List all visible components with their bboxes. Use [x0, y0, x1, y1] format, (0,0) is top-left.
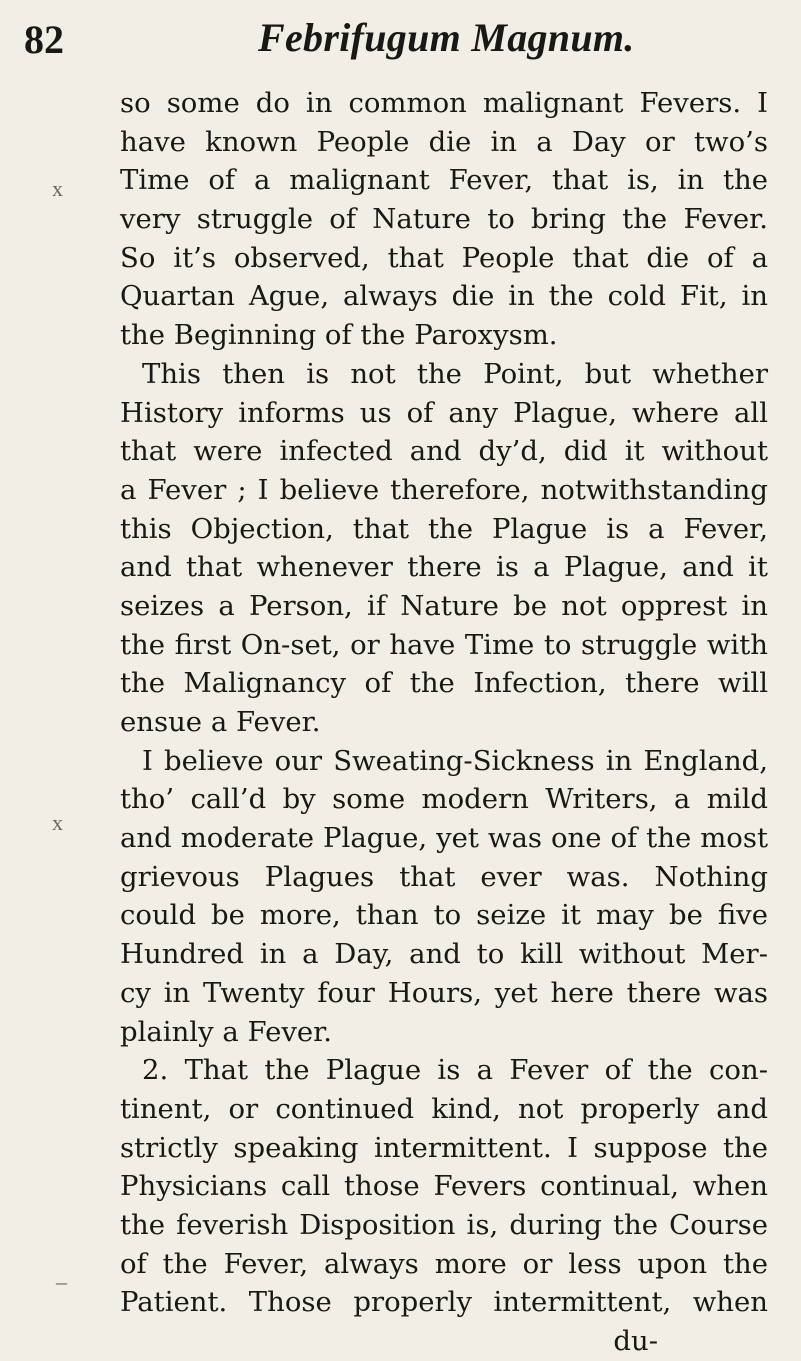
- text-line: cy in Twenty four Hours, yet here there was: [120, 976, 768, 1009]
- text-line: so some do in common malignant Fevers. I: [120, 87, 768, 119]
- text-line: tho’ call’d by some modern Writers, a mild: [120, 783, 768, 816]
- text-line: of the Fever, always more or less upon the: [120, 1247, 768, 1280]
- running-title: Febrifugum Magnum.: [258, 15, 635, 60]
- text-line: and that whenever there is a Plague, and it: [120, 551, 768, 584]
- text-line: So it’s observed, that People that die of a: [120, 241, 768, 274]
- text-line: This then is not the Point, but whether: [142, 357, 768, 390]
- text-line: History informs us of any Plague, where all: [120, 396, 768, 429]
- text-line: the Beginning of the Paroxysm.: [120, 319, 558, 352]
- text-line: grievous Plagues that ever was. Nothing: [120, 860, 768, 893]
- text-line: I believe our Sweating-Sickness in England,: [142, 744, 768, 777]
- text-line: Time of a malignant Fever, that is, in the: [120, 164, 768, 197]
- margin-mark: –: [56, 1269, 67, 1294]
- text-line: plainly a Fever.: [120, 1015, 333, 1048]
- text-line: Hundred in a Day, and to kill without Mer-: [120, 938, 768, 971]
- text-line: tinent, or continued kind, not properly and: [120, 1092, 768, 1125]
- text-line: very struggle of Nature to bring the Fever.: [120, 203, 768, 236]
- body-text: [120, 84, 768, 1361]
- text-line: and moderate Plague, yet was one of the most: [120, 822, 768, 855]
- text-line: a Fever ; I believe therefore, notwithstanding: [120, 473, 768, 506]
- text-line: strictly speaking intermittent. I suppose the: [120, 1131, 768, 1164]
- text-line: 2. That the Plague is a Fever of the con-: [142, 1054, 768, 1087]
- page-number: 82: [24, 17, 64, 62]
- text-line: Patient. Those properly intermittent, when: [120, 1286, 768, 1319]
- text-line: the first On-set, or have Time to struggle with: [120, 628, 768, 661]
- text-line: Quartan Ague, always die in the cold Fit, in: [120, 280, 768, 313]
- margin-mark: x: [52, 176, 63, 201]
- text-line: the Malignancy of the Infection, there will: [120, 667, 768, 700]
- catchword: du-: [613, 1325, 658, 1357]
- text-line: the feverish Disposition is, during the Course: [120, 1208, 768, 1241]
- text-line: this Objection, that the Plague is a Fever,: [120, 512, 768, 545]
- text-line: seizes a Person, if Nature be not opprest in: [120, 589, 768, 622]
- text-line: Physicians call those Fevers continual, when: [120, 1170, 768, 1203]
- text-line: could be more, than to seize it may be five: [120, 899, 768, 932]
- text-line: that were infected and dy’d, did it without: [120, 435, 768, 468]
- margin-mark: x: [52, 810, 63, 835]
- text-line: ensue a Fever.: [120, 706, 321, 738]
- text-line: have known People die in a Day or two’s: [120, 125, 768, 158]
